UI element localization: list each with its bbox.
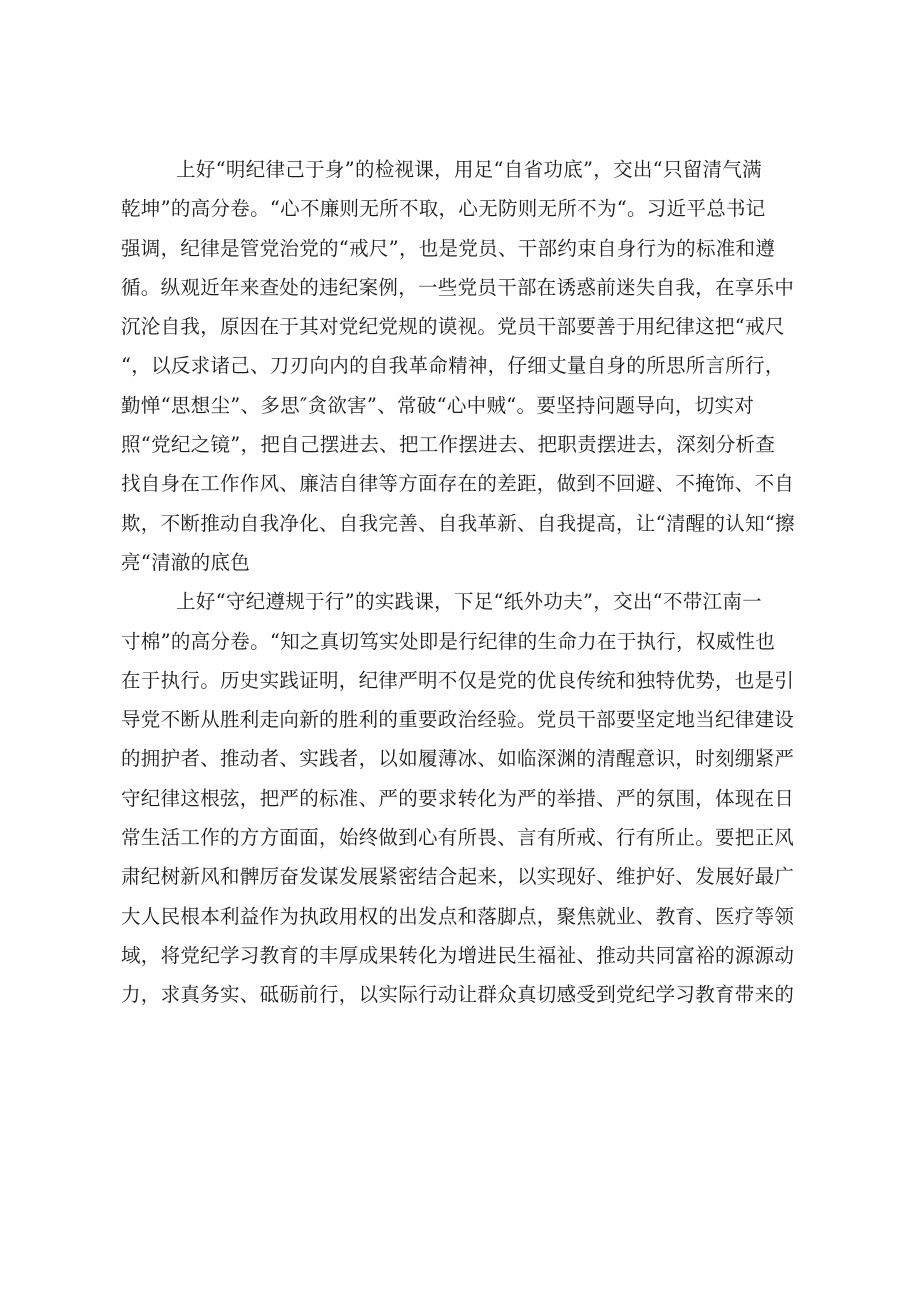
document-body bbox=[121, 150, 811, 1015]
text-line: 导党不断从胜利走向新的胜利的重要政治经验。党员干部要坚定地当纪律建设 bbox=[121, 708, 795, 732]
text-line: 守纪律这根弦，把严的标准、严的要求转化为严的举措、严的氛围，体现在日 bbox=[121, 786, 795, 810]
text-line: 域，将党纪学习教育的丰厚成果转化为增进民生福祉、推动共同富裕的源源动 bbox=[121, 943, 795, 967]
text-line: 循。纵观近年来查处的违纪案例，一些党员干部在诱惑前迷失自我，在享乐中 bbox=[121, 275, 795, 299]
text-line: 勤惮“思想尘”、多思″贪欲害”、常破“心中贼“。要坚持问题导向，切实对 bbox=[121, 393, 755, 417]
text-line: 的拥护者、推动者、实践者，以如履薄冰、如临深渊的清醒意识，时刻绷紧严 bbox=[121, 747, 795, 771]
text-line: 找自身在工作作风、廉洁自律等方面存在的差距，做到不回避、不掩饰、不自 bbox=[121, 472, 795, 496]
text-line: 欺，不断推动自我净化、自我完善、自我革新、自我提高，让“清醒的认知“擦 bbox=[121, 511, 795, 535]
text-line: 沉沦自我，原因在于其对党纪党规的谟视。党员干部要善于用纪律这把“戒尺 bbox=[121, 315, 785, 339]
text-line: 在于执行。历史实践证明，纪律严明不仅是党的优良传统和独特优势，也是引 bbox=[121, 668, 795, 692]
text-line: 强调，纪律是管党治党的“戒尺”，也是党员、干部约束自身行为的标准和遵 bbox=[121, 236, 776, 260]
text-line: “，以反求诸己、刀刃向内的自我革命精神，仔细丈量自身的所思所言所行， bbox=[121, 354, 785, 378]
text-line: 照“党纪之镜”，把自己摆进去、把工作摆进去、把职责摆进去，深刻分析查 bbox=[121, 433, 776, 457]
text-line: 大人民根本利益作为执政用权的出发点和落脚点，聚焦就业、教育、医疗等领 bbox=[121, 904, 795, 928]
text-line: 亮“清澈的底色 bbox=[121, 550, 251, 574]
text-line: 上好“明纪律己于身”的检视课，用足“自省功底”，交出“只留清气满 bbox=[176, 158, 762, 181]
text-line: 常生活工作的方方面面，始终做到心有所畏、言有所戒、行有所止。要把正风 bbox=[121, 826, 795, 850]
paragraph-1 bbox=[121, 150, 811, 582]
text-line: 肃纪树新风和髀厉奋发谋发展紧密结合起来，以实现好、维护好、发展好最广 bbox=[121, 865, 795, 889]
text-line: 寸棉”的高分卷。“知之真切笃实处即是行纪律的生命力在于执行，权威性也 bbox=[121, 629, 776, 653]
text-line: 乾坤”的高分卷。“心不廉则无所不取，心无防则无所不为“。习近平总书记 bbox=[121, 197, 766, 221]
text-line: 上好“守纪遵规于行”的实践课，下足“纸外功夫”，交出“不带江南一 bbox=[176, 590, 762, 614]
text-line: 力，求真务实、砥砺前行，以实际行动让群众真切感受到党纪学习教育带来的 bbox=[121, 983, 795, 1007]
paragraph-2 bbox=[121, 582, 811, 1014]
